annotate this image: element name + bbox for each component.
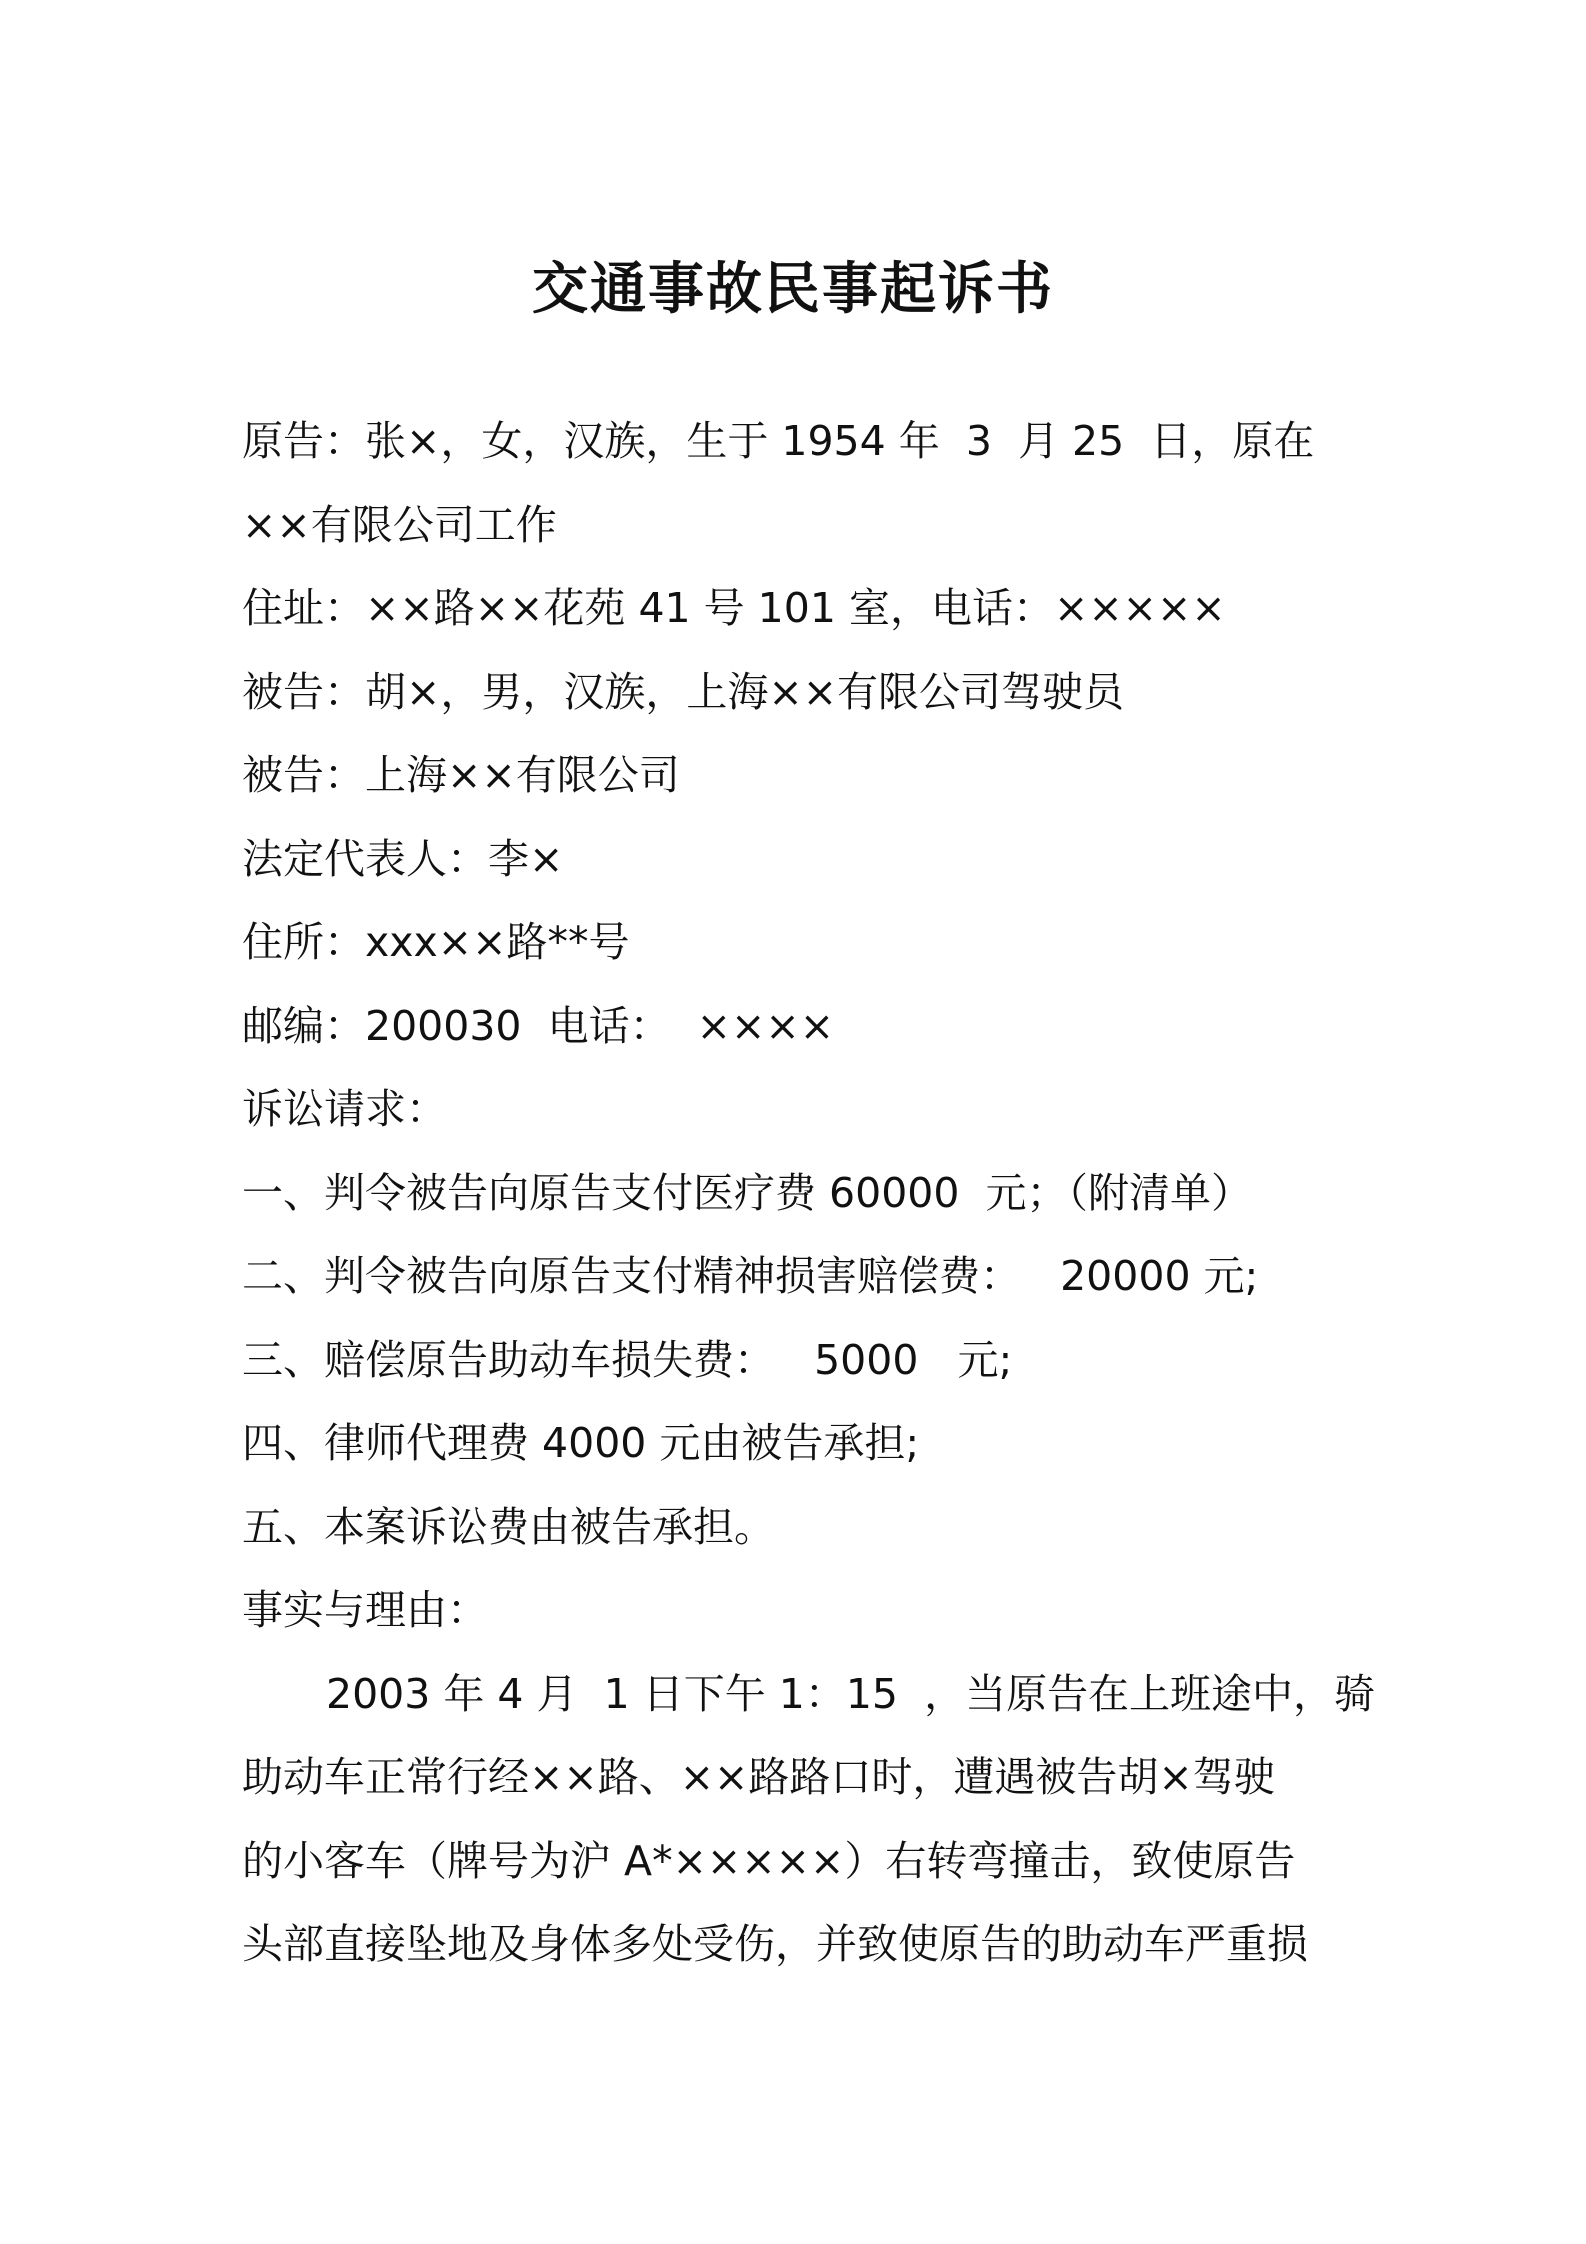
- document-body: [242, 400, 1376, 1987]
- facts-paragraph-line-2: 助动车正常行经××路、××路路口时，遭遇被告胡×驾驶: [242, 1753, 1275, 1801]
- claim-item-3: 三、赔偿原告助动车损失费： 5000 元;: [242, 1335, 1013, 1384]
- claims-heading: 诉讼请求：: [242, 1085, 447, 1133]
- plaintiff-address-line: 住址：××路××花苑 41 号 101 室，电话：×××××: [242, 584, 1226, 632]
- claim-item-5: 五、本案诉讼费由被告承担。: [242, 1502, 775, 1551]
- defendant-1-line: 被告：胡×，男，汉族，上海××有限公司驾驶员: [242, 667, 1125, 716]
- claim-item-2: 二、判令被告向原告支付精神损害赔偿费： 20000 元;: [242, 1252, 1259, 1300]
- facts-heading: 事实与理由：: [242, 1586, 488, 1634]
- defendant-address-line: 住所：xxx××路**号: [242, 918, 630, 966]
- facts-paragraph-line-1: 2003 年 4 月 1 日下午 1：15 ，当原告在上班途中，骑: [326, 1669, 1376, 1718]
- document-title: 交通事故民事起诉书: [532, 257, 1054, 322]
- defendant-2-line: 被告：上海××有限公司: [242, 751, 680, 799]
- postcode-phone-line: 邮编：200030 电话： ××××: [242, 1001, 835, 1050]
- facts-paragraph-line-4: 头部直接坠地及身体多处受伤，并致使原告的助动车严重损: [242, 1920, 1308, 1968]
- plaintiff-line: 原告：张×，女，汉族，生于 1954 年 3 月 25 日，原在: [242, 417, 1315, 465]
- legal-representative-line: 法定代表人：李×: [242, 834, 564, 883]
- facts-paragraph-line-3: 的小客车（牌号为沪 A*×××××）右转弯撞击，致使原告: [242, 1836, 1296, 1885]
- plaintiff-workplace-line: ××有限公司工作: [242, 500, 557, 549]
- claim-item-1: 一、判令被告向原告支付医疗费 60000 元；（附清单）: [242, 1168, 1253, 1217]
- claim-item-4: 四、律师代理费 4000 元由被告承担;: [242, 1419, 920, 1467]
